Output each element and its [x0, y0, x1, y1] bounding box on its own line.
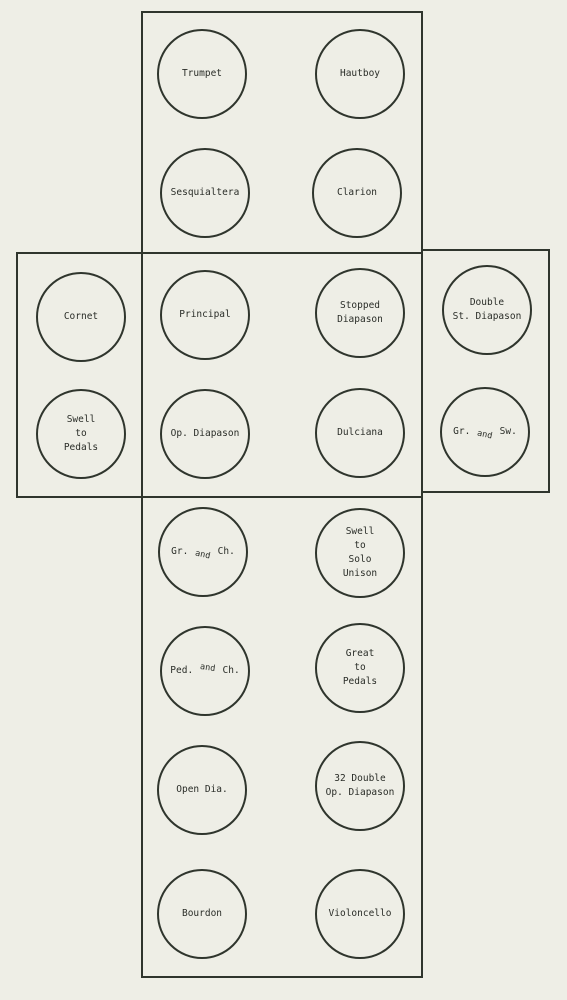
- coupler-label-right: Ch.: [222, 665, 240, 676]
- coupler-label-left: Gr.: [171, 546, 189, 557]
- stop-label-line: Diapason: [337, 314, 383, 325]
- stop-label-line: to: [354, 662, 366, 673]
- stop-label: Dulciana: [337, 427, 383, 438]
- stop-knob-dulciana[interactable]: [315, 388, 405, 478]
- stop-label-line: Swell: [66, 414, 96, 425]
- stop-label-line: St. Diapason: [452, 311, 522, 322]
- stop-label-line: Double: [469, 297, 505, 308]
- stop-knob-trumpet[interactable]: [157, 29, 247, 119]
- stop-label-line: Op. Diapason: [325, 787, 395, 798]
- stop-label-line: Swell: [345, 526, 375, 537]
- stop-label: Trumpet: [181, 68, 223, 79]
- stop-knob-swell-to-pedals[interactable]: [36, 389, 126, 479]
- stop-label: Clarion: [336, 187, 378, 198]
- coupler-label-right: Ch.: [217, 546, 235, 557]
- coupler-label-and: and: [194, 548, 212, 562]
- stop-knob-swell-to-solo-unison[interactable]: [315, 508, 405, 598]
- stop-knob-double-st-diapason[interactable]: [442, 265, 532, 355]
- stop-label-line: Unison: [342, 568, 378, 579]
- stop-knob-great-to-pedals[interactable]: [315, 623, 405, 713]
- stop-label: Principal: [179, 309, 231, 320]
- stop-label-line: Pedals: [342, 676, 378, 687]
- coupler-label-right: Sw.: [499, 426, 517, 437]
- stop-label-line: to: [75, 428, 87, 439]
- coupler-label-left: Ped.: [170, 665, 194, 676]
- stop-label: Sesquialtera: [170, 187, 240, 198]
- stop-label: Hautboy: [339, 68, 381, 79]
- stop-label-line: 32 Double: [334, 773, 386, 784]
- stop-label-line: Stopped: [339, 300, 381, 311]
- stop-label-line: to: [354, 540, 366, 551]
- stop-knob-principal[interactable]: [160, 270, 250, 360]
- stop-label-line: Great: [345, 648, 375, 659]
- coupler-label-and: and: [199, 661, 217, 675]
- stop-label-line: Solo: [348, 554, 372, 565]
- coupler-label: [453, 425, 517, 442]
- stop-knob-clarion[interactable]: [312, 148, 402, 238]
- stop-knob-gr-and-ch[interactable]: [158, 507, 248, 597]
- stop-knob-hautboy[interactable]: [315, 29, 405, 119]
- stop-knob-open-dia[interactable]: [157, 745, 247, 835]
- coupler-label-and: and: [476, 428, 494, 442]
- stop-label: Op. Diapason: [170, 428, 240, 439]
- coupler-label: [171, 545, 235, 562]
- stop-knob-violoncello[interactable]: [315, 869, 405, 959]
- stop-label-line: Pedals: [63, 442, 99, 453]
- stop-knob-cornet[interactable]: [36, 272, 126, 362]
- stop-knob-32-double-op-diapason[interactable]: [315, 741, 405, 831]
- stop-label: Open Dia.: [176, 784, 228, 795]
- stop-label: Bourdon: [181, 908, 223, 919]
- stop-knob-op-diapason[interactable]: [160, 389, 250, 479]
- stop-label: Cornet: [63, 311, 99, 322]
- stop-knob-bourdon[interactable]: [157, 869, 247, 959]
- coupler-label-left: Gr.: [453, 426, 471, 437]
- stop-knob-ped-and-ch[interactable]: [160, 626, 250, 716]
- stop-knob-sesquialtera[interactable]: [160, 148, 250, 238]
- stop-knob-gr-and-sw[interactable]: [440, 387, 530, 477]
- stop-label: Violoncello: [328, 908, 392, 919]
- coupler-label: [170, 661, 240, 678]
- stop-knob-stopped-diapason[interactable]: [315, 268, 405, 358]
